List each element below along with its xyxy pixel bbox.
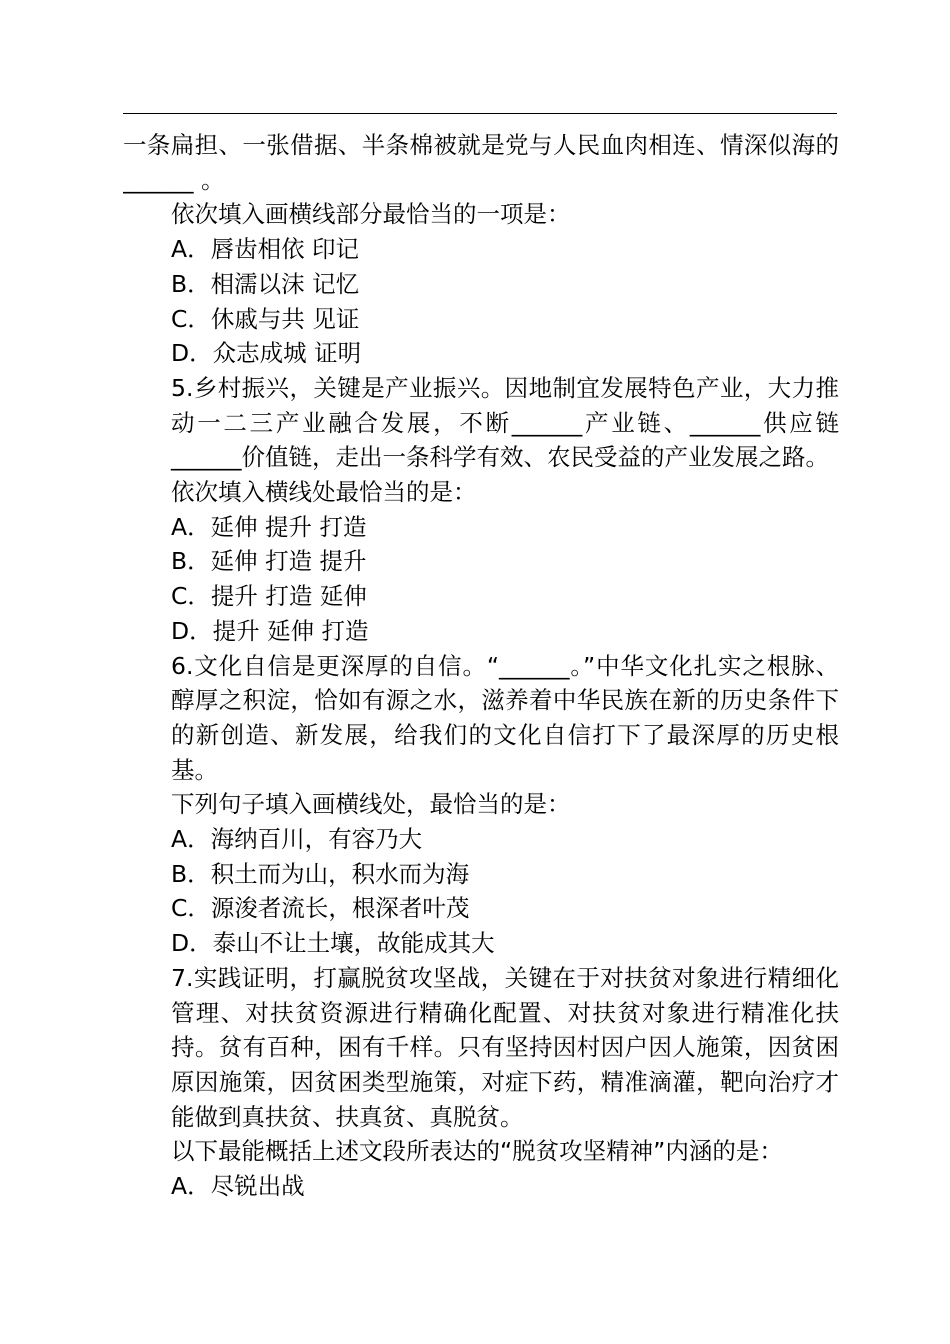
question-6-option-d: D．泰山不让土壤，故能成其大 bbox=[171, 929, 495, 958]
question-6-passage: 6.文化自信是更深厚的自信。“______。”中华文化扎实之根脉、醇厚之积淀，恰如有源之水，滋养着中华民族在新的历史条件下的新创造、新发展，给我们的文化自信打下了最深厚的历史根基。 bbox=[171, 651, 839, 784]
question-4-option-d: D．众志成城 证明 bbox=[171, 339, 362, 368]
question-5-passage: 5.乡村振兴，关键是产业振兴。因地制宜发展特色产业，大力推动一二三产业融合发展，不断______产业链、______供应链______价值链，走出一条科学有效、农民受益的产业发展之路。 bbox=[171, 373, 839, 472]
question-6-option-a: A．海纳百川，有容乃大 bbox=[171, 825, 423, 854]
question-5-prompt: 依次填入横线处最恰当的是： bbox=[171, 478, 477, 507]
question-4-option-c: C．休戚与共 见证 bbox=[171, 304, 360, 333]
document-body bbox=[123, 128, 839, 1204]
question-4-option-a: A．唇齿相依 印记 bbox=[171, 235, 360, 264]
paragraph-continuation: 一条扁担、一张借据、半条棉被就是党与人民血肉相连、情深似海的______ 。 bbox=[123, 131, 839, 194]
question-7-prompt: 以下最能概括上述文段所表达的“脱贫攻坚精神”内涵的是： bbox=[171, 1137, 783, 1166]
question-7-passage: 7.实践证明，打赢脱贫攻坚战，关键在于对扶贫对象进行精细化管理、对扶贫资源进行精确化配置、对扶贫对象进行精准化扶持。贫有百种，困有千样。只有坚持因村因户因人施策，因贫困原因施策，因贫困类型施策，对症下药，精准滴灌，靶向治疗才能做到真扶贫、扶真贫、真脱贫。 bbox=[171, 963, 839, 1131]
question-4-prompt: 依次填入画横线部分最恰当的一项是： bbox=[171, 200, 571, 229]
question-5-option-a: A．延伸 提升 打造 bbox=[171, 512, 367, 541]
question-5-option-d: D．提升 延伸 打造 bbox=[171, 616, 369, 645]
question-6-option-c: C．源浚者流长，根深者叶茂 bbox=[171, 894, 470, 923]
question-5-option-b: B．延伸 打造 提升 bbox=[171, 547, 367, 576]
question-6-option-b: B．积土而为山，积水而为海 bbox=[171, 859, 470, 888]
question-5-option-c: C．提升 打造 延伸 bbox=[171, 582, 367, 611]
question-7-option-a: A．尽锐出战 bbox=[171, 1172, 305, 1201]
header-rule bbox=[123, 113, 837, 114]
question-6-prompt: 下列句子填入画横线处，最恰当的是： bbox=[171, 790, 571, 819]
question-4-option-b: B．相濡以沫 记忆 bbox=[171, 269, 360, 298]
